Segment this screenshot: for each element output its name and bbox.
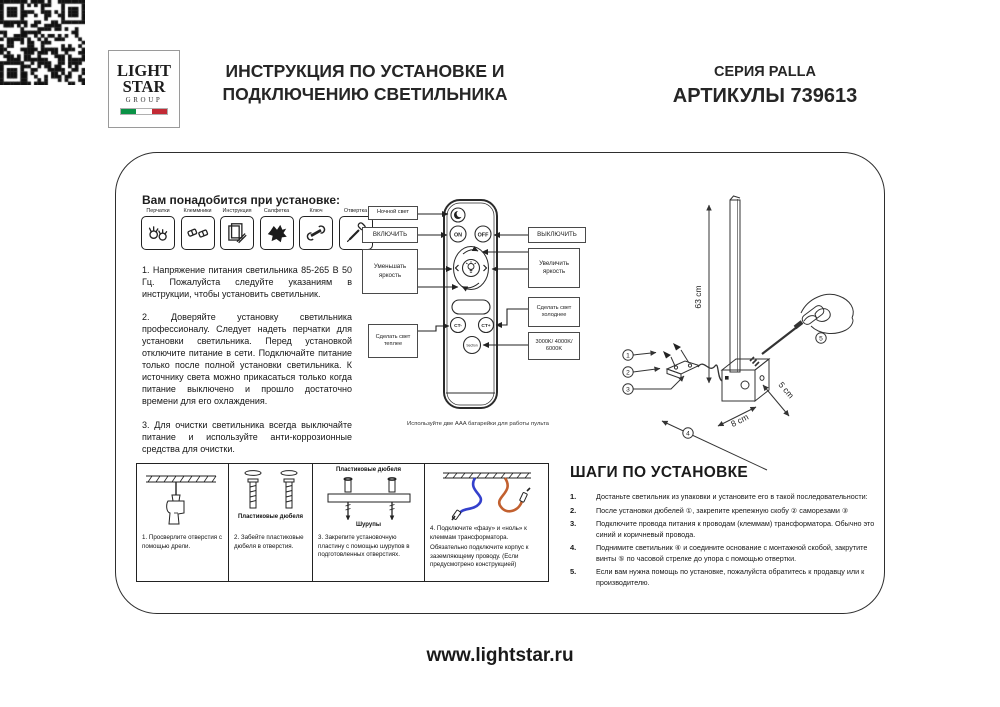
- tool-item-wrench: [299, 208, 333, 250]
- warning-paragraph-1: 1. Напряжение питания светильника 85-265 В 50 Гц. Пожалуйста следуйте указаниям в инструкции, чтобы установить светильник.: [142, 265, 352, 300]
- dowels-illustration: [231, 468, 311, 512]
- needs-heading: Вам понадобится при установке:: [142, 193, 341, 207]
- mounting-bracket: [663, 343, 699, 379]
- panel-plate: [313, 464, 425, 581]
- ct-minus-button: [451, 318, 466, 333]
- screw: [750, 357, 759, 366]
- logo-line2: STAR: [122, 76, 166, 96]
- terminals-icon: [185, 220, 211, 246]
- panel-caption: 2. Забейте пластиковые дюбеля в отверстия.: [234, 534, 304, 550]
- installation-steps: [570, 464, 882, 591]
- step-item-4: 4. Поднимите светильник ④ и соедините основание с монтажной скобой, закрутите винты ⑤ по часовой стрелке до упора с помощью отвертки.: [570, 543, 868, 563]
- lamp-bar: [730, 196, 740, 372]
- scene-button: [452, 300, 490, 314]
- night-light-button: [451, 208, 465, 222]
- lamp-diagram: [605, 185, 885, 480]
- warning-paragraph-3: 3. Для очистки светильника всегда выключайте питание и используйте анти-коррозионные средства для очистки.: [142, 419, 352, 454]
- wrench-icon: [303, 220, 329, 246]
- svg-text:OFF: OFF: [477, 232, 489, 239]
- height-label: 63 cm: [693, 285, 703, 309]
- panel-caption: 3. Закрепите установочную пластину с помощью шурупов в подготовленных отверстиях.: [318, 534, 410, 559]
- svg-text:Section: Section: [466, 343, 478, 348]
- panel-caption: 1. Просверлите отверстия с помощью дрели.: [142, 534, 222, 550]
- battery-note: Используйте две AAA батарейки для работы пульта: [407, 421, 549, 427]
- title-line2: ПОДКЛЮЧЕНИЮ СВЕТИЛЬНИКА: [222, 83, 508, 104]
- tool-item-terminals: [181, 208, 215, 250]
- svg-text:CT-: CT-: [454, 324, 462, 329]
- callout-cooler: Сделать свет холоднее: [528, 297, 580, 327]
- logo-line1: LIGHT: [116, 61, 172, 81]
- plate-illustration: [316, 476, 422, 520]
- panel-wiring: [425, 464, 550, 581]
- lamp-base: [722, 359, 769, 401]
- safety-warnings: [142, 264, 352, 466]
- website-url: www.lightstar.ru: [426, 645, 574, 666]
- installation-panels: [136, 463, 549, 582]
- articles-label: АРТИКУЛЫ 739613: [672, 85, 858, 107]
- panel-label-bottom: Шурупы: [356, 522, 381, 528]
- screwdriver: [762, 304, 826, 354]
- panel-drill: [137, 464, 229, 581]
- title-line1: ИНСТРУКЦИЯ ПО УСТАНОВКЕ И: [225, 61, 505, 81]
- width-label: 5 cm: [776, 379, 797, 401]
- tools-row: [141, 208, 378, 250]
- svg-text:4: 4: [686, 430, 690, 438]
- svg-text:CT+: CT+: [481, 324, 491, 329]
- ct-plus-button: [479, 318, 494, 333]
- svg-text:1: 1: [626, 352, 630, 360]
- hand: [801, 294, 853, 333]
- marker-2: [623, 367, 633, 377]
- depth-label: 8 cm: [729, 411, 751, 429]
- tool-label: Ключ: [309, 208, 323, 214]
- gloves-icon: [145, 220, 171, 246]
- flag-green: [121, 109, 136, 114]
- off-button: [475, 226, 491, 242]
- svg-text:2: 2: [626, 369, 630, 377]
- power-wire: [698, 364, 722, 381]
- drill-illustration: [138, 468, 226, 530]
- panel-dowels: [229, 464, 313, 581]
- page-title: [190, 60, 540, 106]
- panel-caption-2: Обязательно подключите корпус к заземляющему проводу. (Если предусмотрено конструкцией): [430, 544, 529, 569]
- tool-label: Клеммники: [183, 208, 212, 214]
- svg-text:3: 3: [626, 386, 630, 394]
- step-item-1: 1. Достаньте светильник из упаковки и установите его в такой последовательности:: [570, 492, 868, 501]
- warning-paragraph-2: 2. Доверяйте установку светильника профессионалу. Следует надеть перчатки для установки светильника. Перед установкой отключите питание в сети. Подключайте питание только после полной установки светильника. К источнику света можно прикасаться только когда питание выключено и прошло достаточно времени для его охлаждения.: [142, 312, 352, 407]
- tool-label: Отвертка: [343, 208, 368, 214]
- callout-dim: Уменьшать яркость: [362, 249, 418, 294]
- tool-label: Перчатки: [146, 208, 170, 214]
- tool-item-gloves: [141, 208, 175, 250]
- step-item-3: 3. Подключите провода питания к проводам (клеммам) трансформатора. Обычно это синий и коричневый провода.: [570, 519, 875, 539]
- callout-turn-on: ВКЛЮЧИТЬ: [362, 227, 418, 243]
- tool-label: Салфетка: [263, 208, 290, 214]
- blue-wire: [459, 478, 481, 515]
- series-label: СЕРИЯ PALLA: [714, 64, 816, 80]
- callout-warmer: Сделать свет теплее: [368, 324, 418, 358]
- callout-turn-off: ВЫКЛЮЧИТЬ: [528, 227, 586, 243]
- step-item-5: 5. Если вам нужна помощь по установке, пожалуйста обратитесь к продавцу или к производителю.: [570, 567, 865, 587]
- flag-white: [136, 109, 151, 114]
- marker-1: [623, 350, 633, 360]
- callout-brighten: Увеличить яркость: [528, 248, 580, 288]
- marker-5: [816, 333, 826, 343]
- manual-icon: [224, 220, 250, 246]
- tool-item-manual: [220, 208, 254, 250]
- on-button: [450, 226, 466, 242]
- lift-arrow: [662, 421, 767, 470]
- qr-code: [0, 0, 85, 85]
- panel-label: Пластиковые дюбеля: [237, 514, 304, 520]
- panel-label-top: Пластиковые дюбеля: [335, 467, 402, 473]
- section-button: [464, 337, 481, 354]
- panel-caption: 4. Подключите «фазу» и «ноль» к клеммам трансформатора.: [430, 525, 527, 541]
- wires-illustration: [429, 467, 546, 523]
- marker-3: [623, 384, 633, 394]
- callout-kelvin: 3000K/ 4000K/ 6000K: [528, 332, 580, 360]
- lightstar-logo: [108, 50, 180, 128]
- wire-connector: [452, 510, 461, 520]
- logo-line3: GROUP: [125, 95, 163, 104]
- napkin-icon: [264, 220, 290, 246]
- callout-night-light: Ночной свет: [368, 206, 418, 220]
- orange-wire: [499, 478, 522, 511]
- flag-red: [152, 109, 167, 114]
- marker-4: [683, 428, 693, 438]
- tool-label: Инструкция: [222, 208, 252, 214]
- svg-text:ON: ON: [453, 232, 463, 239]
- wire-connector: [520, 488, 530, 502]
- step-item-2: 2. После установки дюбелей ①, закрепите крепежную скобу ② саморезами ③: [570, 505, 849, 515]
- tool-item-napkin: [260, 208, 294, 250]
- steps-heading: ШАГИ ПО УСТАНОВКЕ: [570, 464, 748, 481]
- svg-text:5: 5: [819, 335, 823, 343]
- italian-flag: [120, 108, 168, 115]
